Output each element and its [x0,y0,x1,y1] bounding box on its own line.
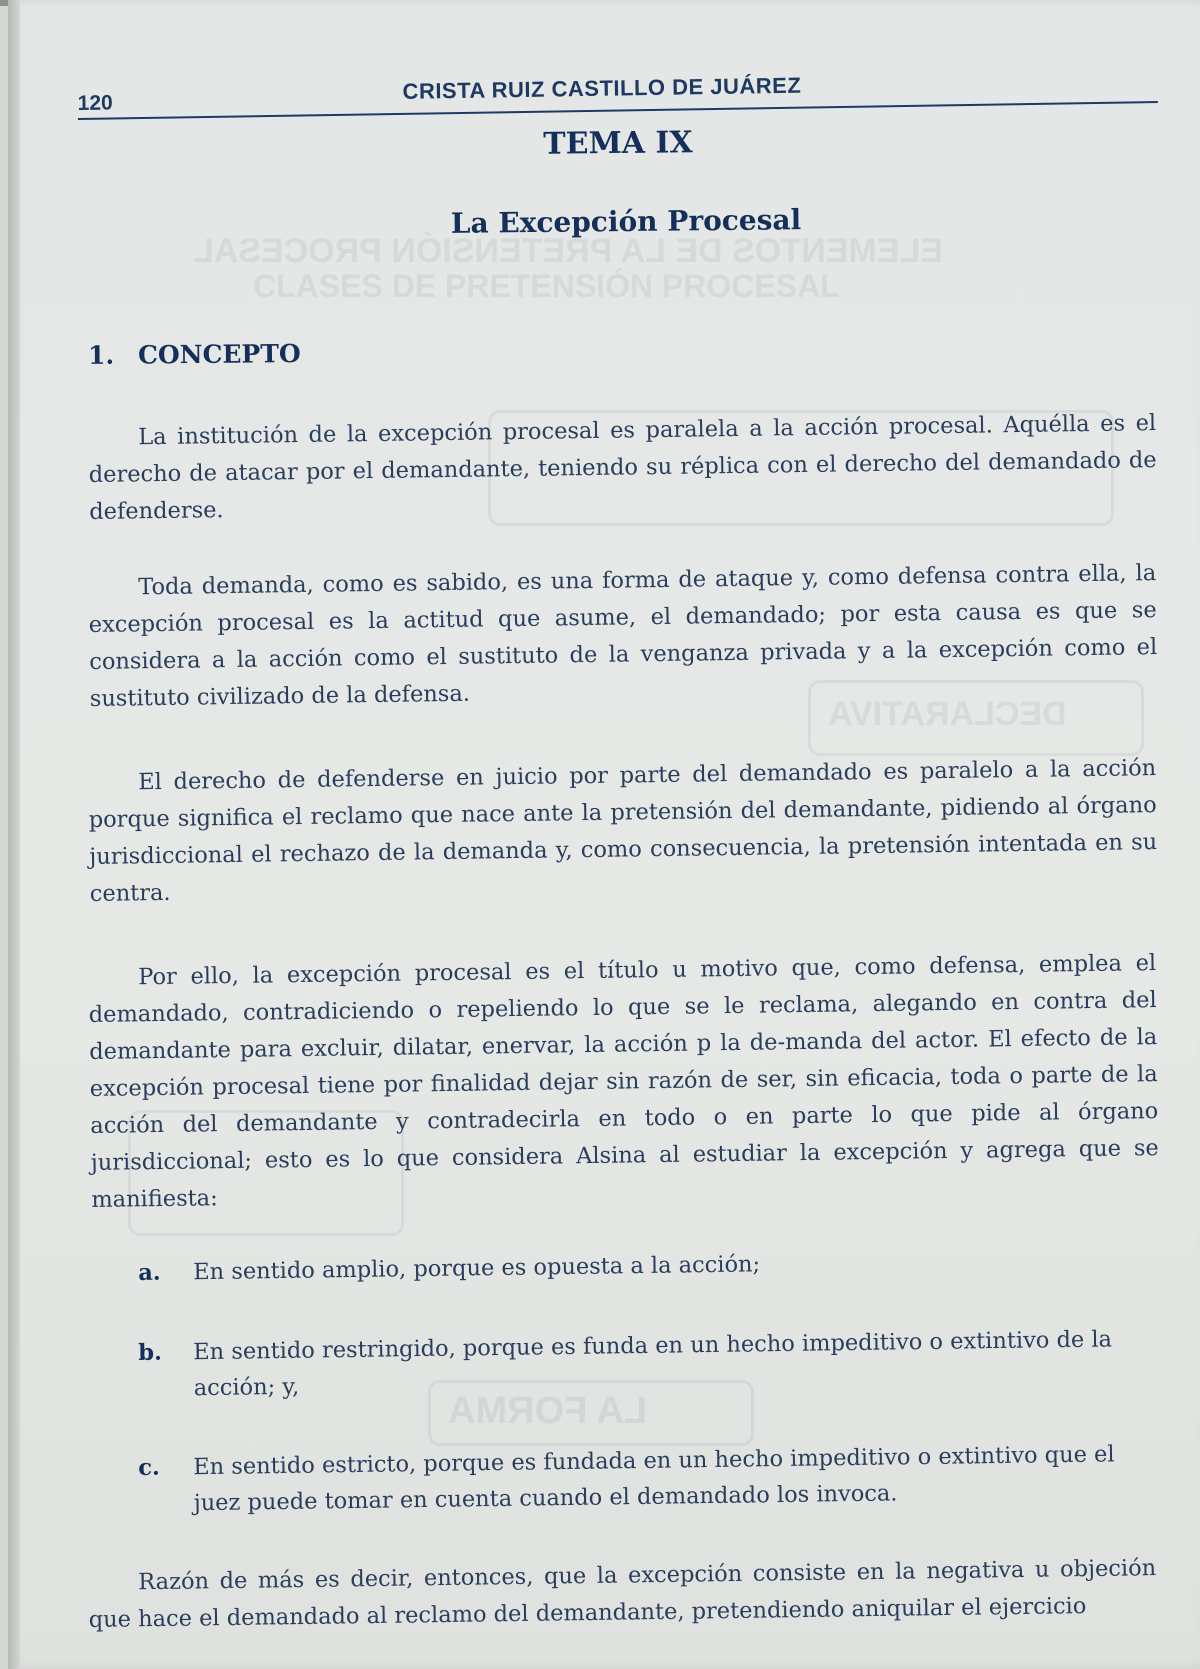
paragraph-text: Toda demanda, como es sabido, es una forma de ataque y, como defensa contra ella, la excepción procesal es la actitud que asume, el demandado; por esta causa es que se considera a la acción como el sustituto de la venganza privada y a la excepción como el sustituto civilizado de la defensa. [88,560,1158,712]
list-item [138,1436,1149,1522]
paragraph-text: Razón de más es decir, entonces, que la excepción consiste en la negativa u objeción que hace el demandado al reclamo del demandante, pretendiendo aniquilar el ejercicio [88,1555,1157,1633]
paragraph [88,750,1158,913]
list-text: En sentido amplio, porque es opuesta a la acción; [193,1251,761,1286]
list-marker: b. [138,1339,163,1366]
book-page [8,0,1200,1669]
list-text: En sentido restringido, porque es funda en un hecho impeditivo o extintivo de la acción; y, [193,1326,1113,1402]
list-marker: c. [138,1454,160,1481]
bleed-through-text: CLASES DE PRETENSIÓN PROCESAL [253,268,840,304]
list-marker: a. [138,1259,161,1286]
section-title: CONCEPTO [137,339,301,370]
bleed-through-text: ELEMENTOS DE LA PRETENSIÓN PROCESAL [193,232,943,270]
chapter-subtitle: La Excepción Procesal [450,203,802,240]
section-heading [88,339,301,370]
page-number: 120 [77,91,113,116]
paragraph [88,1550,1157,1639]
list-item [138,1321,1149,1407]
list-text: En sentido estricto, porque es fundada en un hecho impeditivo o extintivo que el juez puede tomar en cuenta cuando el demandado los invoca. [193,1441,1115,1517]
paragraph [88,405,1157,531]
chapter-title: TEMA IX [543,125,693,162]
bleed-through-text: LA FORMA [448,1390,648,1432]
paragraph [88,945,1160,1219]
list-item [138,1241,1148,1291]
bleed-through-text: DECLARATIVA [828,695,1067,733]
paragraph-text: El derecho de defenderse en juicio por parte del demandado es paralelo a la acción porque significa el reclamo que nace ante la pretensión del demandante, pidiendo al órgano jurisdiccional el rechazo de la demanda y, como consecuencia, la pretensión intentada en su centra. [88,755,1158,907]
running-head: CRISTA RUIZ CASTILLO DE JUÁREZ [402,72,802,104]
header-rule [78,101,1158,120]
page-header [77,53,1158,122]
section-number: 1. [87,340,115,370]
paragraph [88,555,1158,718]
paragraph-text: La institución de la excepción procesal es paralela a la acción procesal. Aquélla es el derecho de atacar por el demandante, teniendo su réplica con el derecho del demandado de defenderse. [88,410,1157,525]
paragraph-text: Por ello, la excepción procesal es el título u motivo que, como defensa, emplea el demandado, contradiciendo o repeliendo lo que se le reclama, alegando en contra del demandante para excluir, dilatar, enervar, la acción p la de-manda del actor. El efecto de la excepción procesal tiene por finalidad dejar sin razón de ser, sin eficacia, toda o parte de la acción del demandante y contradecirla en todo o en parte lo que pide al órgano jurisdiccional; esto es lo que considera Alsina al estudiar la excepción y agrega que se manifiesta: [88,950,1159,1213]
page-gutter [8,0,20,1669]
